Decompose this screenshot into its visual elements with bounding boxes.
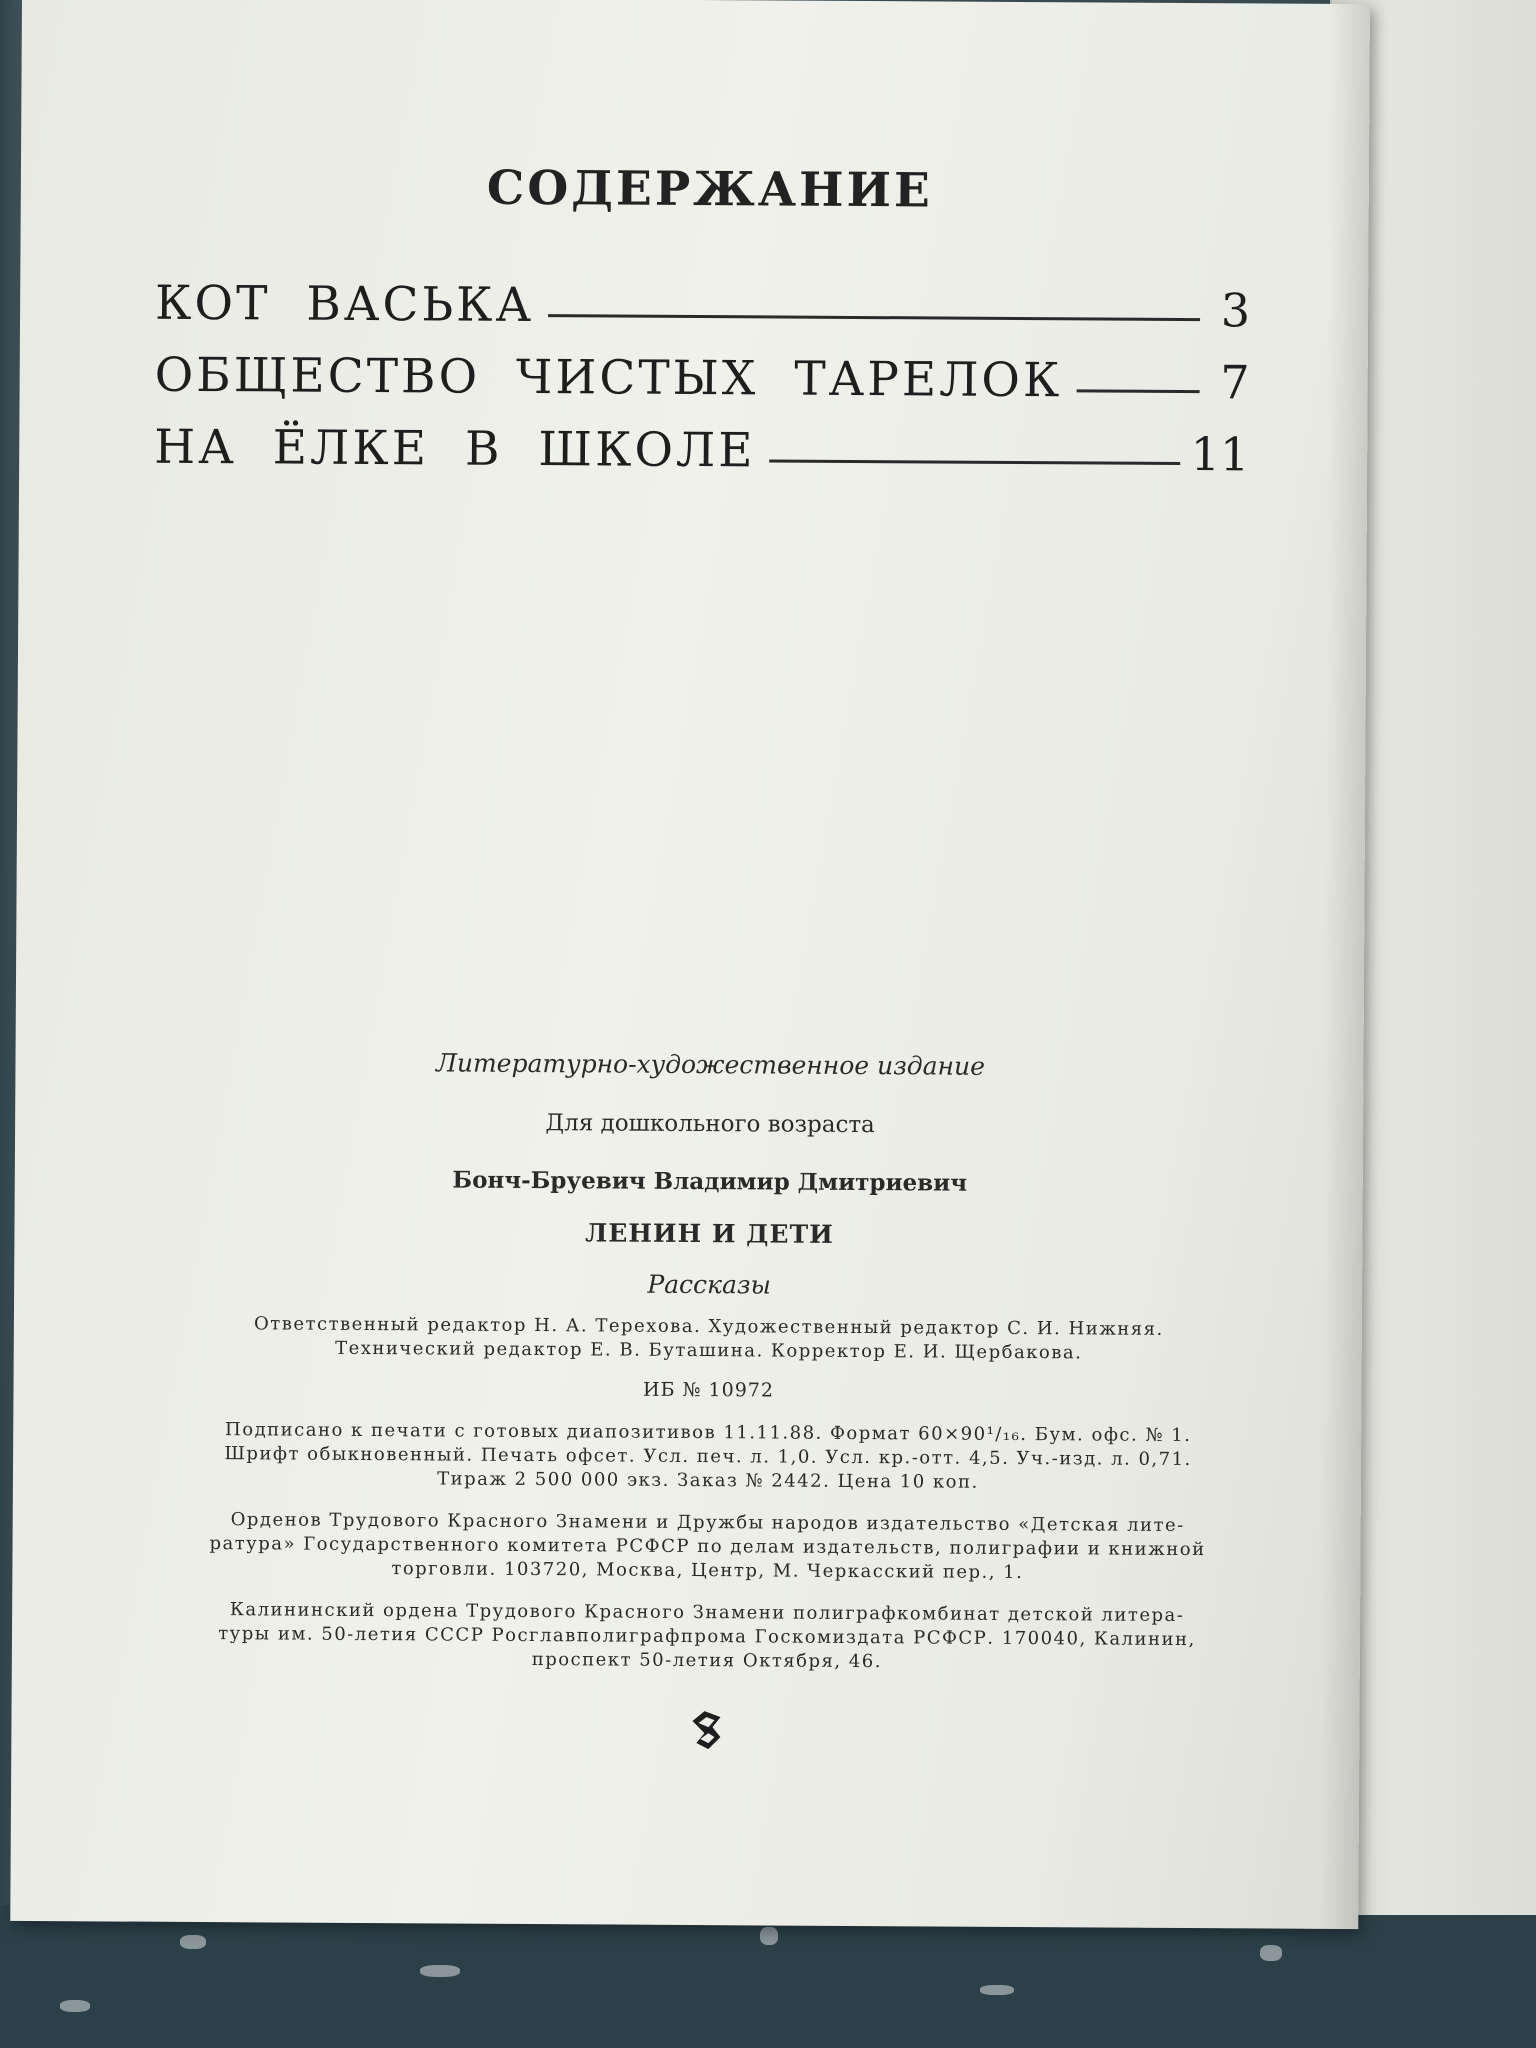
imprint-publisher: Орденов Трудового Красного Знамени и Дружбы народов издательство «Детская лите- ратура» Государственного комитета РСФСР по делам издательств, полиграфии и книжной торговли. 103720, Москва, Центр, М. Черкасский пер., 1.	[209, 1509, 1206, 1584]
leader-line	[1076, 389, 1199, 393]
toc-item-title: КОТ ВАСЬКА	[154, 275, 535, 334]
imprint-ib-number: ИБ № 10972	[642, 1378, 775, 1402]
leader-line	[548, 314, 1200, 321]
publisher-logo-icon	[686, 1707, 726, 1753]
table-of-contents	[154, 259, 1250, 482]
imprint-staff: Ответственный редактор Н. А. Терехова. Художественный редактор С. И. Нижняя. Технический редактор Е. В. Буташина. Корректор Е. И. Щербакова.	[253, 1313, 1164, 1364]
imprint-block	[191, 1047, 1225, 1756]
imprint-age: Для дошкольного возраста	[545, 1110, 875, 1139]
imprint-book-title: ЛЕНИН И ДЕТИ	[585, 1218, 834, 1249]
toc-item	[154, 403, 1249, 482]
toc-item-page: 7	[1220, 355, 1250, 410]
imprint-printer: Калининский ордена Трудового Красного Знамени полиграфкомбинат детской литера- туры им. 50-летия СССР Росглавполиграфпрома Госкомиздата РСФСР. 170040, Калинин, проспект 50-летия Октября, 46.	[218, 1599, 1196, 1673]
toc-item-title: НА ЁЛКЕ В ШКОЛЕ	[154, 419, 756, 479]
leader-line	[769, 459, 1180, 465]
imprint-author: Бонч-Бруевич Владимир Дмитриевич	[452, 1166, 968, 1197]
imprint-genre: Литературно-художественное издание	[435, 1048, 986, 1081]
toc-item-page: 11	[1190, 427, 1250, 482]
toc-item	[155, 331, 1250, 410]
toc-title: СОДЕРЖАНИЕ	[486, 160, 933, 219]
toc-item-page: 3	[1220, 283, 1251, 338]
book-page	[10, 0, 1370, 1929]
toc-item-title: ОБЩЕСТВО ЧИСТЫХ ТАРЕЛОК	[154, 347, 1063, 409]
toc-item	[155, 259, 1250, 338]
imprint-subtitle: Рассказы	[647, 1269, 772, 1300]
imprint-technical: Подписано к печати с готовых диапозитивов 11.11.88. Формат 60×90¹/₁₆. Бум. офс. № 1. Шрифт обыкновенный. Печать офсет. Усл. печ. л. 1,0. Усл. кр.-отт. 4,5. Уч.-изд. л. 0,71. Тираж 2 500 000 экз. Заказ № 2442. Цена 10 коп.	[224, 1419, 1192, 1493]
